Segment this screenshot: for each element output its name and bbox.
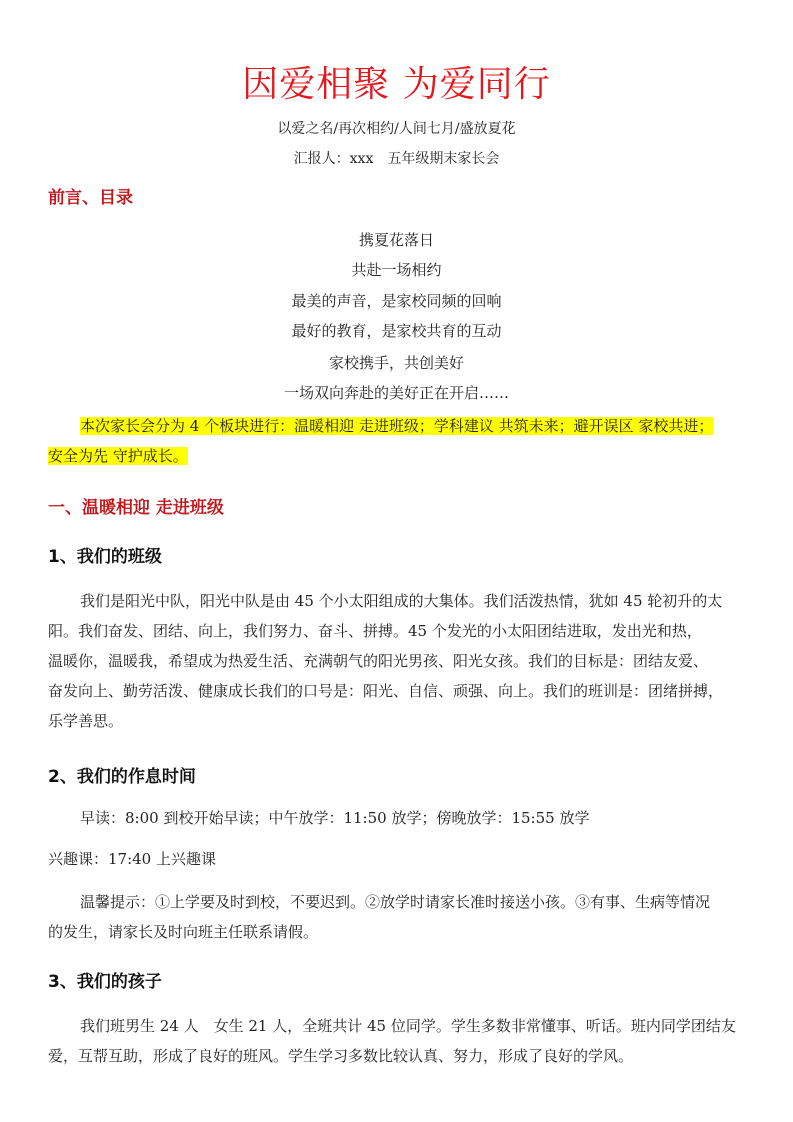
paragraph-line: 温馨提示：①上学要及时到校，不要迟到。②放学时请家长准时接送小孩。③有事、生病等情况 bbox=[80, 893, 711, 911]
sub3-heading: 3、我们的孩子 bbox=[48, 972, 162, 992]
children-paragraph bbox=[48, 1011, 746, 1071]
poem-line: 家校携手，共创美好 bbox=[328, 354, 464, 372]
paragraph-line: 乐学善思。 bbox=[48, 712, 124, 730]
paragraph-line: 我们班男生 24 人 女生 21 人，全班共计 45 位同学。学生多数非常懂事、听话。班内同学团结友 bbox=[80, 1017, 736, 1035]
class-intro-paragraph bbox=[48, 586, 746, 736]
poem-line: 共赴一场相约 bbox=[351, 261, 442, 279]
sub2-heading: 2、我们的作息时间 bbox=[48, 767, 196, 787]
paragraph-line: 的发生，请家长及时向班主任联系请假。 bbox=[48, 923, 319, 941]
preface-heading: 前言、目录 bbox=[48, 188, 133, 208]
interest-class-line bbox=[48, 844, 746, 874]
reporter-line: 汇报人：xxx 五年级期末家长会 bbox=[293, 151, 500, 167]
poem-line: 携夏花落日 bbox=[358, 231, 434, 249]
paragraph-line: 奋发向上、勤劳活泼、健康成长我们的口号是：阳光、自信、顽强、向上。我们的班训是：团绪拼搏， bbox=[48, 682, 724, 700]
agenda-paragraph bbox=[48, 411, 746, 471]
tips-paragraph bbox=[48, 887, 746, 947]
sub1-heading: 1、我们的班级 bbox=[48, 547, 162, 567]
agenda-highlight-line: 本次家长会分为 4 个板块进行：温暖相迎 走进班级；学科建议 共筑未来；避开误区 家校共进； bbox=[80, 417, 714, 435]
schedule-text: 早读：8:00 到校开始早读；中午放学：11:50 放学；傍晚放学：15:55 放学 bbox=[80, 809, 590, 827]
schedule-line bbox=[48, 803, 746, 833]
paragraph-line: 我们是阳光中队，阳光中队是由 45 个小太阳组成的大集体。我们活泼热情，犹如 45 轮初升的太 bbox=[80, 592, 723, 610]
paragraph-line: 阳。我们奋发、团结、向上，我们努力、奋斗、拼搏。45 个发光的小太阳团结进取，发出光和热， bbox=[48, 622, 702, 640]
section1-heading: 一、温暖相迎 走进班级 bbox=[48, 498, 224, 518]
paragraph-line: 温暖你，温暖我，希望成为热爱生活、充满朝气的阳光男孩、阳光女孩。我们的目标是：团结友爱、 bbox=[48, 652, 709, 670]
poem-line: 一场双向奔赴的美好正在开启…… bbox=[283, 384, 509, 402]
document-title: 因爱相聚 为爱同行 bbox=[242, 64, 551, 105]
poem-line: 最美的声音，是家校同频的回响 bbox=[291, 292, 502, 310]
document-subtitle: 以爱之名/再次相约/人间七月/盛放夏花 bbox=[277, 121, 516, 137]
poem-line: 最好的教育，是家校共育的互动 bbox=[291, 322, 502, 340]
interest-class-text: 兴趣课：17:40 上兴趣课 bbox=[48, 850, 216, 868]
paragraph-line: 爱，互帮互助，形成了良好的班风。学生学习多数比较认真、努力，形成了良好的学风。 bbox=[48, 1047, 634, 1065]
agenda-highlight-line: 安全为先 守护成长。 bbox=[48, 447, 188, 465]
